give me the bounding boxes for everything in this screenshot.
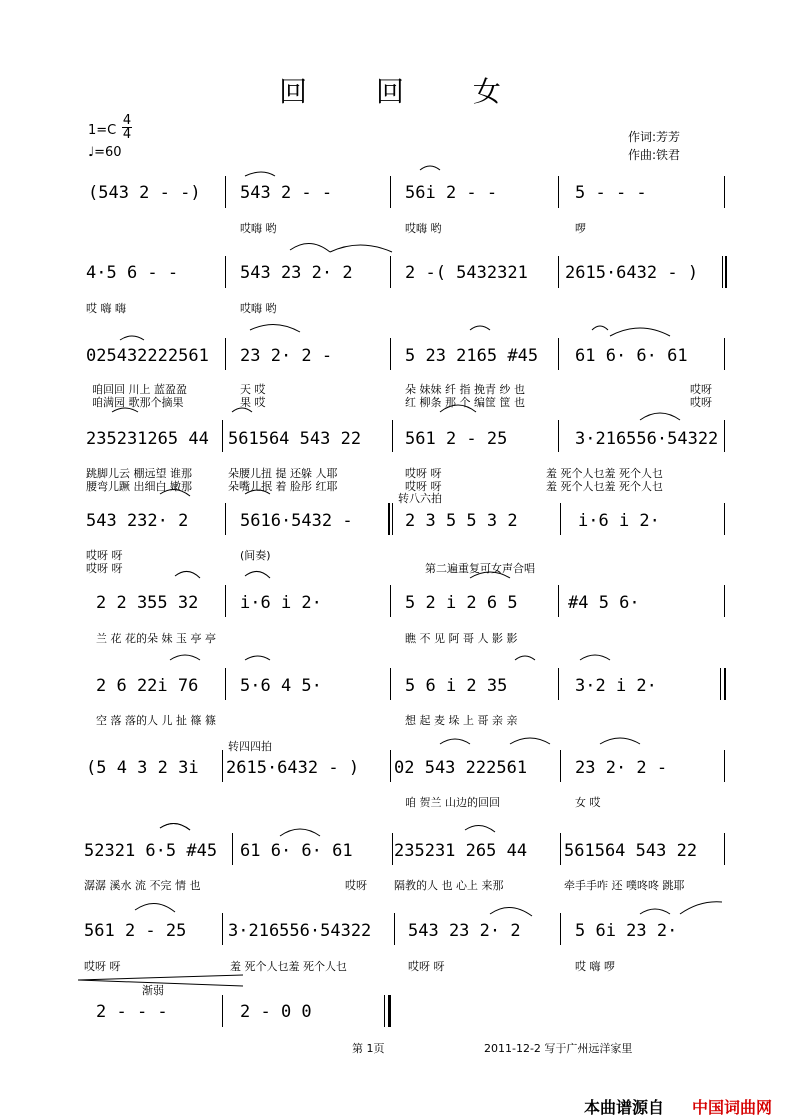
- lyric: 哎嗨 哟: [240, 222, 277, 235]
- song-title: 回 回 女: [279, 75, 531, 108]
- lyric: 天 哎: [240, 383, 266, 396]
- measure: 3·216556·54322: [575, 429, 719, 449]
- measure: 5 23 2165 #45: [405, 346, 539, 366]
- lyric: 羞 死个人乜羞 死个人乜: [230, 960, 347, 973]
- measure: 543 232· 2: [86, 511, 189, 531]
- lyric: 咱回回 川上 蓝盈盈: [92, 383, 187, 396]
- lyric: 哎呀: [690, 396, 712, 409]
- meter-change-mark: 转四四拍: [228, 740, 272, 753]
- measure: 2 - 0 0: [240, 1002, 312, 1022]
- measure: 2 - - -: [96, 1002, 168, 1022]
- diminuendo-mark: 渐弱: [142, 984, 164, 997]
- lyric: 果 哎: [240, 396, 266, 409]
- measure: 5 6 i 2 35: [405, 676, 508, 696]
- measure: i·6 i 2·: [578, 511, 660, 531]
- measure: 025432222561: [86, 346, 209, 366]
- measure: 543 2 - -: [240, 183, 333, 203]
- measure: 5616·5432 -: [240, 511, 353, 531]
- lyric: 空 落 落的人 儿 扯 篠 篠: [96, 714, 216, 727]
- lyric: 羞 死个人乜羞 死个人乜: [546, 480, 663, 493]
- measure: 23 2· 2 -: [240, 346, 333, 366]
- measure: 5 6i 23 2·: [575, 921, 678, 941]
- lyric: 哎呀: [690, 383, 712, 396]
- lyric: 哎 嗨 啰: [575, 960, 615, 973]
- lyric: 哎呀 呀: [405, 467, 442, 480]
- lyric: 女 哎: [575, 796, 601, 809]
- repeat-note: 第二遍重复可女声合唱: [425, 562, 535, 575]
- measure: 2 -( 5432321: [405, 263, 528, 283]
- meter-bottom: 4: [122, 127, 132, 142]
- lyric: 隔教的人 也 心上 来那: [394, 879, 504, 892]
- measure: 235231 265 44: [394, 841, 528, 861]
- measure: 4·5 6 - -: [86, 263, 179, 283]
- measure: 2 6 22i 76: [96, 676, 199, 696]
- measure: #4 5 6·: [568, 593, 640, 613]
- meter-change-mark: 转八六拍: [398, 492, 442, 505]
- measure: 5·6 4 5·: [240, 676, 322, 696]
- measure: (5 4 3 2 3i: [86, 758, 199, 778]
- measure: 61 6· 6· 61: [240, 841, 353, 861]
- key-signature: 1=C: [88, 123, 117, 138]
- measure: 61 6· 6· 61: [575, 346, 688, 366]
- measure: 02 543 222561: [394, 758, 528, 778]
- lyric: 哎呀 呀: [86, 562, 123, 575]
- source-site: 中国词曲网: [692, 1098, 773, 1117]
- lyric: 兰 花 花的朵 妹 玉 亭 亭: [96, 632, 216, 645]
- measure: 52321 6·5 #45: [84, 841, 218, 861]
- lyric: 哎呀: [345, 879, 367, 892]
- measure: 5 2 i 2 6 5: [405, 593, 518, 613]
- measure: 2 3 5 5 3 2: [405, 511, 518, 531]
- lyric: 牵手手咋 还 噗咚咚 跳耶: [564, 879, 685, 892]
- lyric: 腰弯儿蹶 出细白 嫩那: [86, 480, 192, 493]
- measure: 543 23 2· 2: [408, 921, 521, 941]
- measure: 3·216556·54322: [228, 921, 372, 941]
- lyricist: 作词:芳芳: [628, 130, 681, 144]
- measure: 23 2· 2 -: [575, 758, 668, 778]
- measure: 561564 543 22: [228, 429, 362, 449]
- lyric: 哎呀 呀: [86, 549, 123, 562]
- lyric: 朵腰儿扭 提 还躲 人耶: [228, 467, 338, 480]
- source-label: 本曲谱源自: [584, 1098, 665, 1117]
- lyric: 朵 妹妹 纤 指 挽青 纱 也: [405, 383, 525, 396]
- lyric: 潺潺 溪水 流 不完 情 也: [84, 879, 201, 892]
- measure: 2615·6432 - ): [226, 758, 360, 778]
- measure: 235231265 44: [86, 429, 209, 449]
- lyric: 哎呀 呀: [408, 960, 445, 973]
- lyric: 哎呀 呀: [84, 960, 121, 973]
- lyric: 哎 嗨 嗨: [86, 302, 126, 315]
- measure: 5 - - -: [575, 183, 647, 203]
- measure: 561 2 - 25: [405, 429, 508, 449]
- lyric: 哎呀 呀: [405, 480, 442, 493]
- measure: 561 2 - 25: [84, 921, 187, 941]
- lyric: 跳脚儿云 棚远望 谁那: [86, 467, 192, 480]
- measure: 56i 2 - -: [405, 183, 498, 203]
- meter-top: 4: [122, 113, 132, 128]
- page-number: 第 1页: [352, 1042, 385, 1055]
- lyric: 羞 死个人乜羞 死个人乜: [546, 467, 663, 480]
- composer: 作曲:铁君: [628, 148, 681, 162]
- measure: 561564 543 22: [564, 841, 698, 861]
- lyric: 啰: [575, 222, 586, 235]
- measure: i·6 i 2·: [240, 593, 322, 613]
- lyric: 红 柳条 那 个 编筐 筐 也: [405, 396, 525, 409]
- measure: 2 2 355 32: [96, 593, 199, 613]
- lyric: 瞧 不 见 阿 哥 人 影 影: [405, 632, 518, 645]
- measure: 543 23 2· 2: [240, 263, 353, 283]
- lyric: 哎嗨 哟: [405, 222, 442, 235]
- lyric: 朵嘴儿抿 着 脸彤 红耶: [228, 480, 338, 493]
- measure: (543 2 - -): [88, 183, 201, 203]
- measure: 3·2 i 2·: [575, 676, 657, 696]
- interlude-label: (间奏): [240, 549, 271, 562]
- lyric: 咱满园 歌那个摘果: [92, 396, 184, 409]
- lyric: 咱 贺兰 山边的回回: [405, 796, 500, 809]
- composition-date: 2011-12-2 写于广州远洋家里: [484, 1042, 633, 1055]
- lyric: 想 起 麦 垛 上 哥 亲 亲: [405, 714, 518, 727]
- tempo-mark: ♩=60: [88, 145, 122, 160]
- measure: 2615·6432 - ): [565, 263, 699, 283]
- lyric: 哎嗨 哟: [240, 302, 277, 315]
